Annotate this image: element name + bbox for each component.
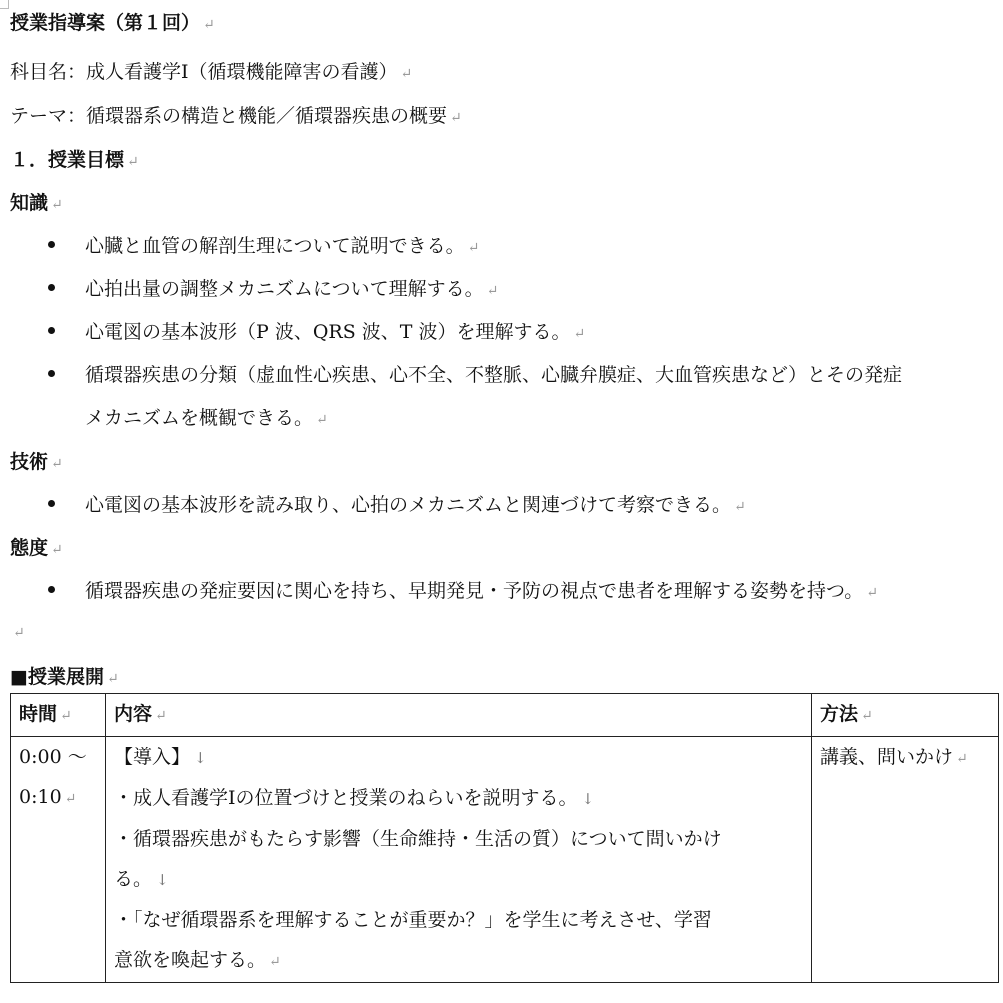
knowledge-heading: 知識 ↵	[10, 192, 63, 214]
bullet-dot	[48, 500, 55, 507]
subject-line: 科目名：成人看護学Ⅰ（循環機能障害の看護） ↵	[10, 61, 413, 83]
bullet-dot	[48, 586, 55, 593]
skill-heading: 技術 ↵	[10, 451, 63, 473]
bullet-dot	[48, 327, 55, 334]
doc-title: 授業指導案（第１回） ↵	[10, 12, 215, 34]
cell-method: 講義、問いかけ ↵	[812, 737, 999, 983]
knowledge-item: 心臓と血管の解剖生理について説明できる。 ↵	[85, 235, 480, 257]
attitude-item: 循環器疾患の発症要因に関心を持ち、早期発見・予防の視点で患者を理解する姿勢を持つ。 ↵	[85, 580, 878, 602]
knowledge-item: 心電図の基本波形（P 波、QRS 波、T 波）を理解する。 ↵	[85, 321, 586, 343]
cell-time: 0:00 ～ 0:10 ↵	[11, 737, 106, 983]
cell-content: 【導入】 ↓ ・成人看護学Ⅰの位置づけと授業のねらいを説明する。 ↓ ・循環器疾患がもたらす影響（生命維持・生活の質）について問いかけ る。 ↓ ・「なぜ循環器系を理解することが重要か？」を学生に考えさせ、学習 意欲を喚起する。 ↵	[106, 737, 812, 983]
bullet-dot	[48, 370, 55, 377]
theme-line: テーマ：循環器系の構造と機能／循環器疾患の概要 ↵	[10, 105, 462, 127]
bullet-dot	[48, 284, 55, 291]
table-row	[11, 737, 999, 983]
header-content: 内容 ↵	[106, 694, 812, 737]
table-header-row	[11, 694, 999, 737]
lesson-plan-table	[10, 693, 999, 983]
bullet-dot	[48, 241, 55, 248]
development-heading: ■授業展開 ↵	[10, 666, 119, 688]
section-objectives-heading: １．授業目標 ↵	[10, 149, 139, 171]
knowledge-item: 循環器疾患の分類（虚血性心疾患、心不全、不整脈、心臓弁膜症、大血管疾患など）とその発症	[85, 364, 903, 386]
page-corner-mark	[0, 0, 9, 9]
header-method: 方法 ↵	[812, 694, 999, 737]
header-time: 時間 ↵	[11, 694, 106, 737]
knowledge-item-continued: メカニズムを概観できる。 ↵	[85, 407, 328, 429]
empty-paragraph: ↵	[13, 625, 25, 641]
skill-item: 心電図の基本波形を読み取り、心拍のメカニズムと関連づけて考察できる。 ↵	[85, 494, 746, 516]
attitude-heading: 態度 ↵	[10, 537, 63, 559]
knowledge-item: 心拍出量の調整メカニズムについて理解する。 ↵	[85, 278, 499, 300]
